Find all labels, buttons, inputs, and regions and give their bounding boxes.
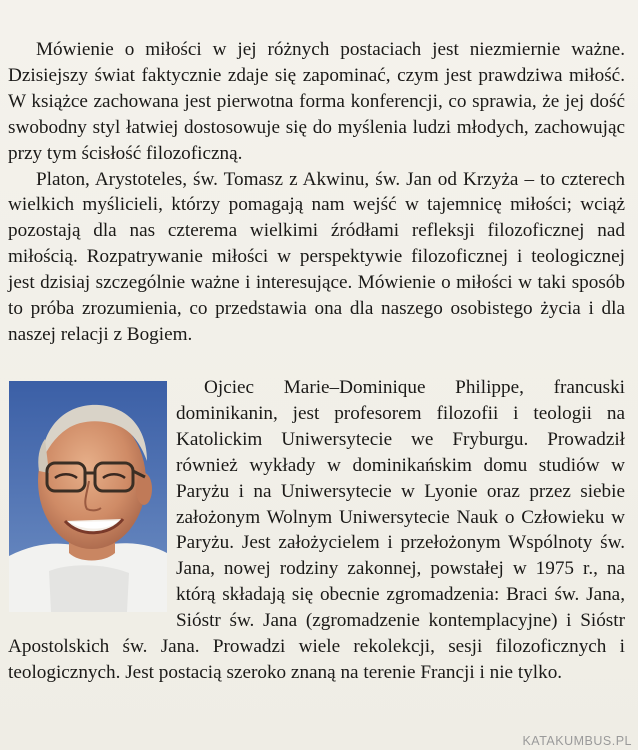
paragraph-thinkers: Platon, Arystoteles, św. Tomasz z Akwinu, św. Jan od Krzyża – to czterech wielkich myślicieli, którzy pomagają nam wejść w tajemnicę miłości; wciąż pozostają dla nas czterema wielkimi źródłami refleksji filozoficznej nad miłością. Rozpatrywanie miłości w perspektywie filozoficznej i teologicznej jest dzisiaj szczególnie ważne i interesujące. Mówienie o miłości w taki sposób to próba zrozumienia, co przedstawia ona dla naszego osobistego życia i dla naszej relacji z Bogiem. bbox=[8, 168, 625, 345]
author-bio-text bbox=[8, 375, 625, 686]
photo-spacer bbox=[8, 375, 176, 631]
paragraph-intro: Mówienie o miłości w jej różnych postaciach jest niezmiernie ważne. Dzisiejszy świat faktycznie zdaje się zapominać, czym jest prawdziwa miłość. W książce zachowana jest pierwotna forma konferencji, co sprawia, że jej dość swobodny styl łatwiej dostosowuje się do myślenia ludzi młodych, zachowując przy tym ścisłość filozoficzną. bbox=[8, 39, 625, 164]
paragraph-author-bio: Ojciec Marie–Dominique Philippe, francuski dominikanin, jest profesorem filozofii i teologii na Katolickim Uniwersytecie we Fryburgu. Prowadził również wykłady w dominikańskim domu studiów w Paryżu i na Uniwersytecie w Lyonie oraz przez siebie założonym Wolnym Uniwersytecie Nauk o Człowieku w Paryżu. Jest założycielem i przełożonym Wspólnoty św. Jana, nowej rodziny zakonnej, powstałej w 1975 r., na którą składają się obecnie zgromadzenia: Braci św. Jana, Sióstr św. Jana (zgromadzenie kontemplacyjne) i Sióstr Apostolskich św. Jana. Prowadzi wiele rekolekcji, sesji filozoficznych i teologicznych. Jest postacią szeroko znaną na terenie Francji i nie tylko. bbox=[8, 377, 625, 683]
watermark-text: KATAKUMBUS.PL bbox=[522, 734, 632, 748]
description-text bbox=[8, 37, 625, 348]
